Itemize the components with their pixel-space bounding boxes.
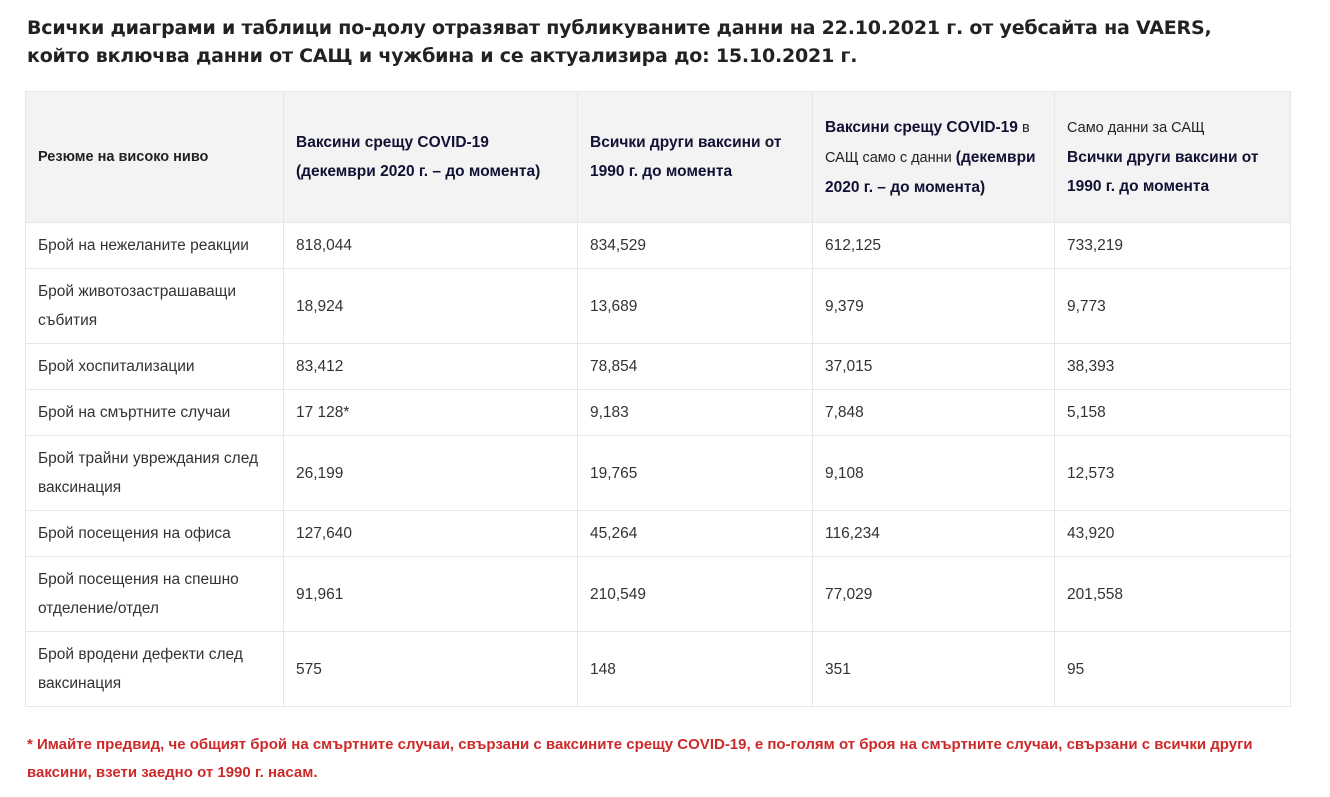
- cell-covid-all: 18,924: [284, 269, 578, 344]
- footnote: * Имайте предвид, че общият брой на смъртните случаи, свързани с ваксините срещу COVID-19, е по-голям от броя на смъртните случаи, свързани с всички други ваксини, взети заедно от 1990 г. насам.: [27, 736, 1253, 781]
- header-row: [26, 92, 1291, 223]
- header-covid-us-normal: в САЩ само с данни: [825, 119, 1030, 166]
- cell-other-all: 19,765: [578, 436, 813, 511]
- cell-other-us: 95: [1055, 632, 1291, 707]
- row-label: Брой трайни увреждания след ваксинация: [26, 436, 284, 511]
- table-row: [26, 632, 1291, 707]
- row-label: Брой хоспитализации: [26, 344, 284, 390]
- table-row: [26, 390, 1291, 436]
- header-other-us: [1055, 92, 1291, 223]
- cell-covid-us: 9,379: [813, 269, 1055, 344]
- cell-covid-all: 575: [284, 632, 578, 707]
- header-other-us-main: Всички други ваксини от 1990 г. до момента: [1067, 148, 1259, 195]
- header-covid-all: Ваксини срещу COVID-19 (декември 2020 г. – до момента): [284, 92, 578, 223]
- cell-other-all: 210,549: [578, 557, 813, 632]
- cell-other-us: 12,573: [1055, 436, 1291, 511]
- cell-other-all: 148: [578, 632, 813, 707]
- cell-other-all: 9,183: [578, 390, 813, 436]
- cell-covid-all: 17 128*: [284, 390, 578, 436]
- table-row: [26, 223, 1291, 269]
- row-label: Брой на нежеланите реакции: [26, 223, 284, 269]
- cell-other-all: 13,689: [578, 269, 813, 344]
- row-label: Брой вродени дефекти след ваксинация: [26, 632, 284, 707]
- vaers-summary-table: [25, 91, 1291, 707]
- cell-covid-all: 127,640: [284, 511, 578, 557]
- cell-other-all: 45,264: [578, 511, 813, 557]
- vaers-summary-table-wrapper: [25, 91, 1290, 707]
- cell-covid-all: 91,961: [284, 557, 578, 632]
- header-covid-us-prefix: Ваксини срещу COVID-19: [825, 118, 1018, 136]
- cell-other-all: 834,529: [578, 223, 813, 269]
- table-row: [26, 557, 1291, 632]
- table-row: [26, 344, 1291, 390]
- header-other-all: Всички други ваксини от 1990 г. до момента: [578, 92, 813, 223]
- table-body: [26, 223, 1291, 707]
- table-header: [26, 92, 1291, 223]
- row-label: Брой животозастрашаващи събития: [26, 269, 284, 344]
- cell-covid-all: 83,412: [284, 344, 578, 390]
- row-label: Брой посещения на офиса: [26, 511, 284, 557]
- row-label: Брой на смъртните случаи: [26, 390, 284, 436]
- header-summary: Резюме на високо ниво: [26, 92, 284, 223]
- cell-covid-us: 37,015: [813, 344, 1055, 390]
- cell-other-all: 78,854: [578, 344, 813, 390]
- header-other-us-prefix: Само данни за САЩ: [1067, 119, 1205, 136]
- cell-covid-all: 26,199: [284, 436, 578, 511]
- cell-covid-us: 612,125: [813, 223, 1055, 269]
- cell-covid-us: 77,029: [813, 557, 1055, 632]
- cell-other-us: 9,773: [1055, 269, 1291, 344]
- table-row: [26, 269, 1291, 344]
- row-label: Брой посещения на спешно отделение/отдел: [26, 557, 284, 632]
- cell-covid-us: 7,848: [813, 390, 1055, 436]
- header-covid-us: [813, 92, 1055, 223]
- cell-covid-all: 818,044: [284, 223, 578, 269]
- table-row: [26, 436, 1291, 511]
- cell-other-us: 38,393: [1055, 344, 1291, 390]
- cell-other-us: 5,158: [1055, 390, 1291, 436]
- header-covid-us-suffix: (декември 2020 г. – до момента): [825, 148, 1036, 196]
- cell-other-us: 43,920: [1055, 511, 1291, 557]
- page-heading: Всички диаграми и таблици по-долу отразяват публикуваните данни на 22.10.2021 г. от уебсайта на VAERS, който включва данни от САЩ и чужбина и се актуализира до: 15.10.2021 г.: [27, 17, 1212, 67]
- cell-covid-us: 351: [813, 632, 1055, 707]
- cell-covid-us: 116,234: [813, 511, 1055, 557]
- cell-other-us: 201,558: [1055, 557, 1291, 632]
- cell-other-us: 733,219: [1055, 223, 1291, 269]
- table-row: [26, 511, 1291, 557]
- cell-covid-us: 9,108: [813, 436, 1055, 511]
